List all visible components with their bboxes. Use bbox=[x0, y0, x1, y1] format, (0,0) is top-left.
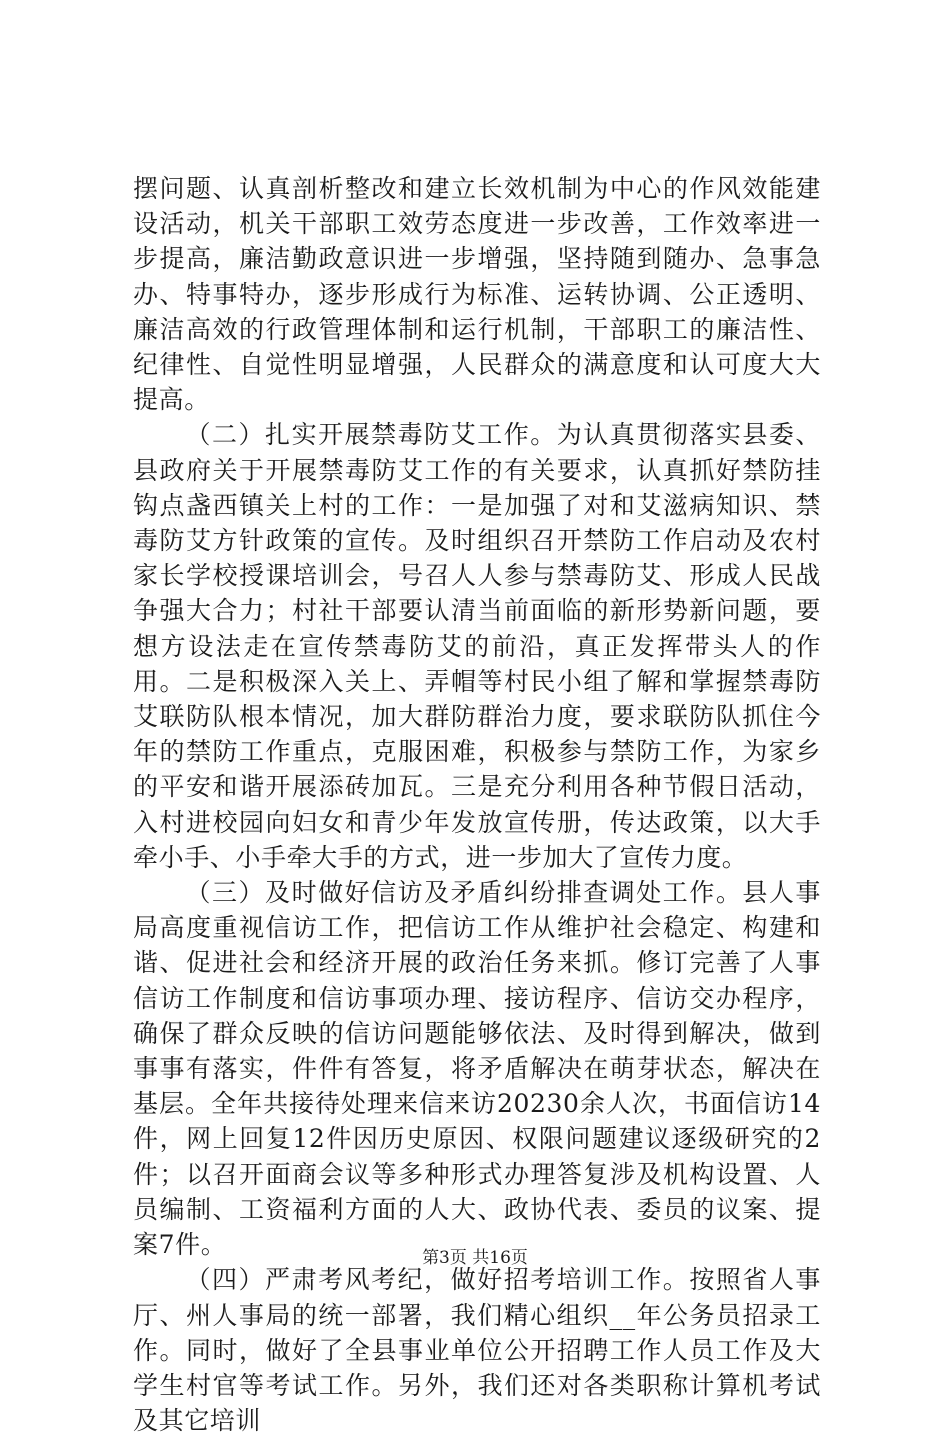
paragraph-work-style: 摆问题、认真剖析整改和建立长效机制为中心的作风效能建设活动，机关干部职工效劳态度进一步改善，工作效率进一步提高，廉洁勤政意识进一步增强，坚持随到随办、急事急办、特事特办，逐步形成行为标准、运转协调、公正透明、廉洁高效的行政管理体制和运行机制，干部职工的廉洁性、纪律性、自觉性明显增强，人民群众的满意度和认可度大大提高。 bbox=[133, 174, 821, 415]
paragraph-petition-work: （三）及时做好信访及矛盾纠纷排查调处工作。县人事局高度重视信访工作，把信访工作从维护社会稳定、构建和谐、促进社会和经济开展的政治任务来抓。修订完善了人事信访工作制度和信访事项办理、接访程序、信访交办程序，确保了群众反映的信访问题能够依法、及时得到解决，做到事事有落实，件件有答复，将矛盾解决在萌芽状态，解决在基层。全年共接待处理来信来访20230余人次，书面信访14件，网上回复12件因历史原因、权限问题建议逐级研究的2件；以召开面商会议等多种形式办理答复涉及机构设置、人员编制、工资福利方面的人大、政协代表、委员的议案、提案7件。 bbox=[133, 878, 821, 1260]
paragraph-exam-training: （四）严肃考风考纪，做好招考培训工作。按照省人事厅、州人事局的统一部署，我们精心组织__年公务员招录工作。同时，做好了全县事业单位公开招聘工作人员工作及大学生村官等考试工作。另外，我们还对各类职称计算机考试及其它培训 bbox=[133, 1265, 821, 1436]
paragraph-anti-drug-aids: （二）扎实开展禁毒防艾工作。为认真贯彻落实县委、县政府关于开展禁毒防艾工作的有关要求，认真抓好禁防挂钩点盏西镇关上村的工作：一是加强了对和艾滋病知识、禁毒防艾方针政策的宣传。及时组织召开禁防工作启动及农村家长学校授课培训会，号召人人参与禁毒防艾、形成人民战争强大合力；村社干部要认清当前面临的新形势新问题，要想方设法走在宣传禁毒防艾的前沿，真正发挥带头人的作用。二是积极深入关上、弄帽等村民小组了解和掌握禁毒防艾联防队根本情况，加大群防群治力度，要求联防队抓住今年的禁防工作重点，克服困难，积极参与禁防工作，为家乡的平安和谐开展添砖加瓦。三是充分利用各种节假日活动，入村进校园向妇女和青少年发放宣传册，传达政策，以大手牵小手、小手牵大手的方式，进一步加大了宣传力度。 bbox=[133, 420, 821, 872]
page-number-footer: 第3页 共16页 bbox=[422, 1248, 528, 1268]
